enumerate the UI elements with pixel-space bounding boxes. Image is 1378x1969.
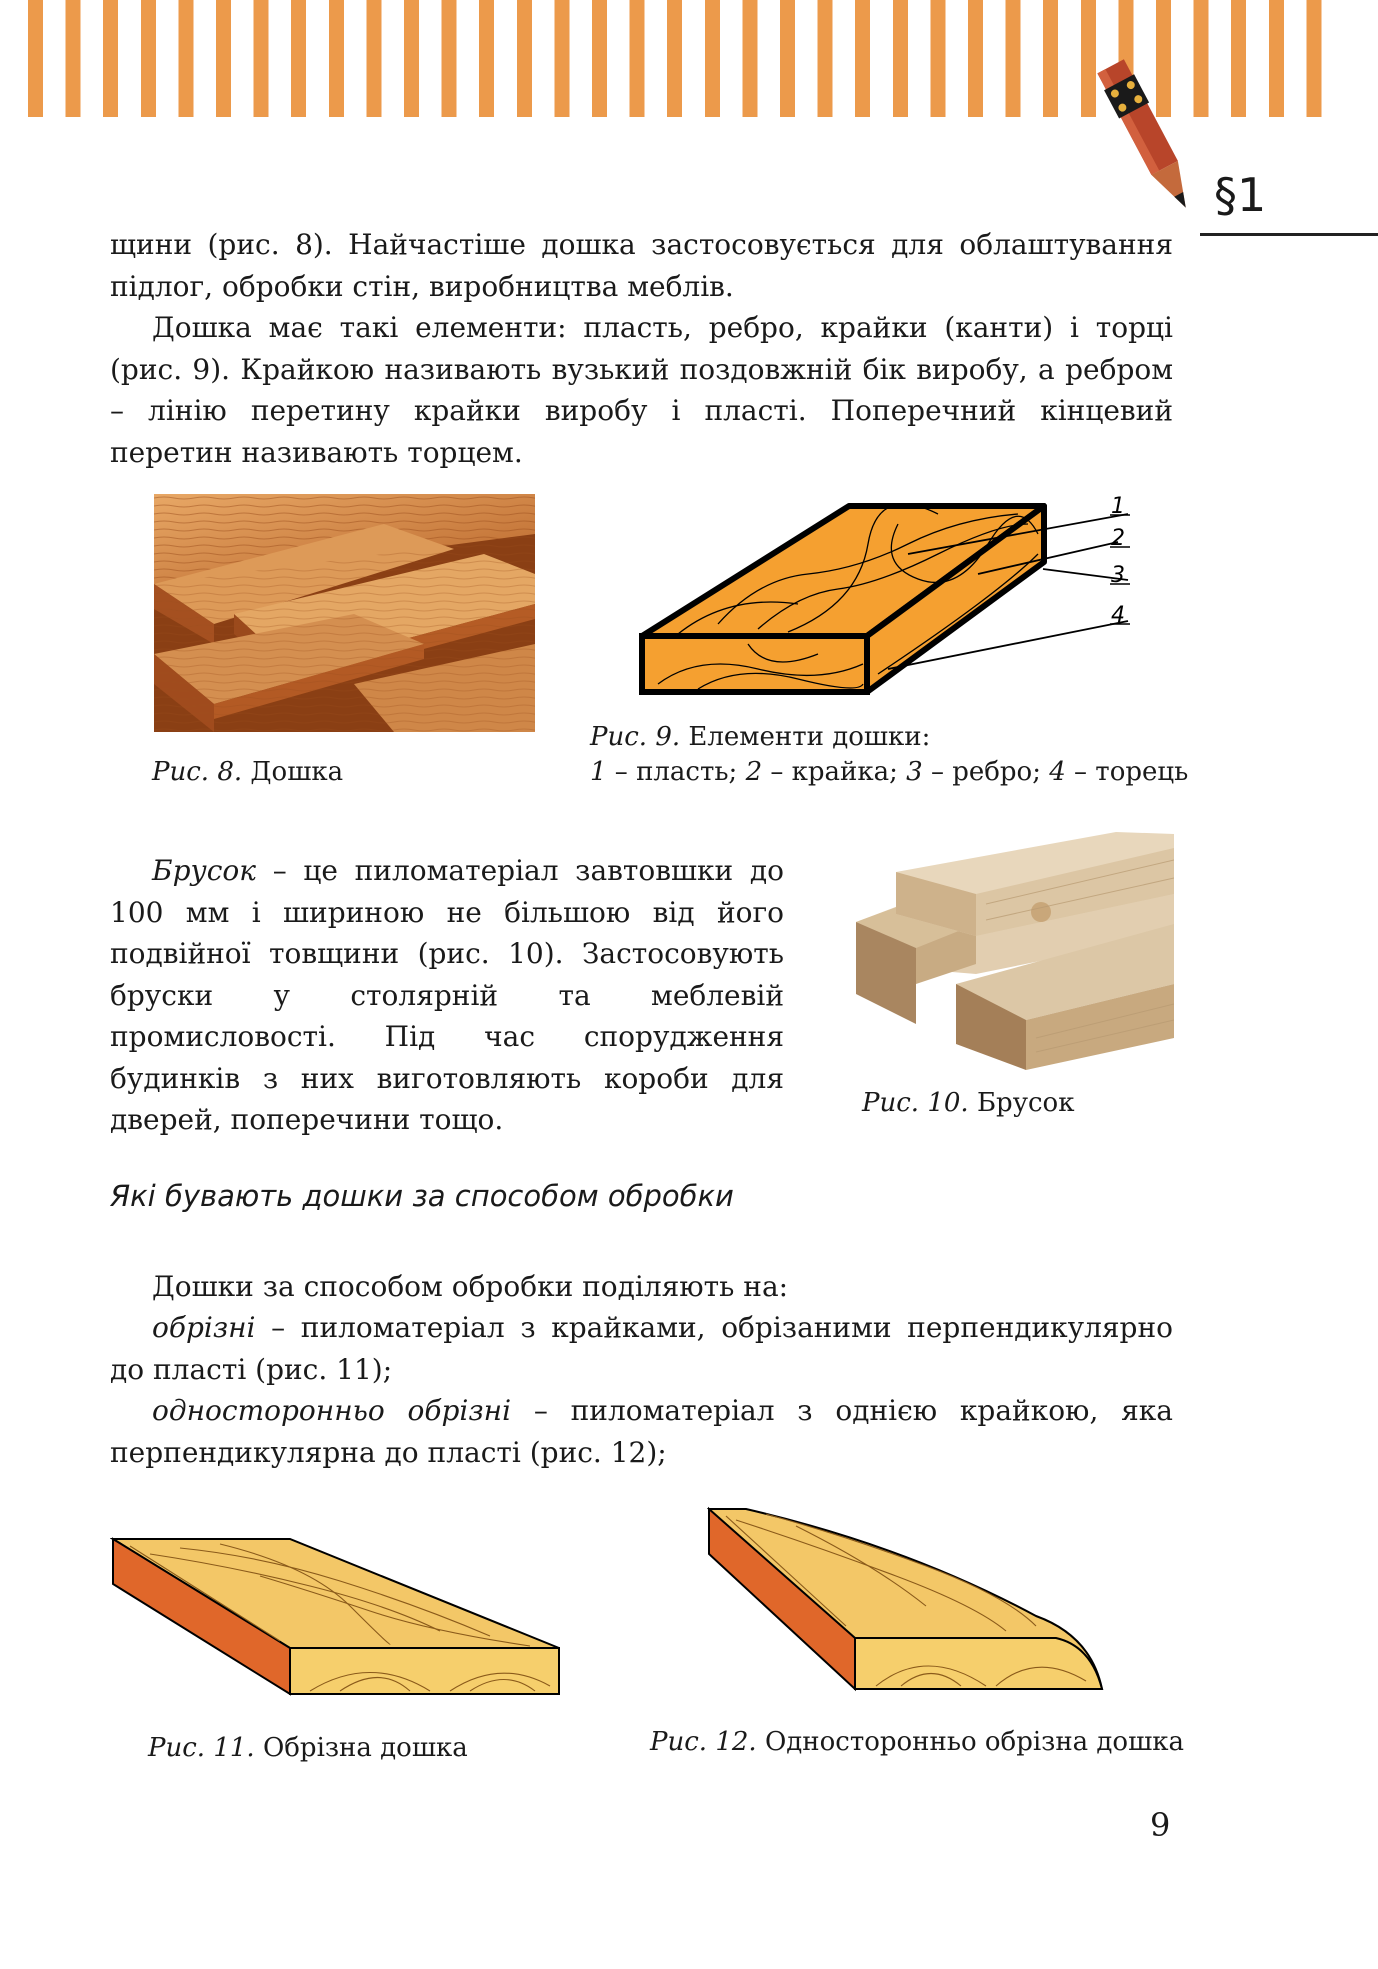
pencil-icon — [1095, 50, 1205, 240]
figure-12-one-side-edged-board — [706, 1506, 1106, 1692]
caption-figure-12: Рис. 12. Односторонньо обрізна дошка — [650, 1727, 1185, 1757]
label-3: 3 — [1111, 563, 1125, 588]
section-underline — [1200, 233, 1378, 236]
caption-figure-8: Рис. 8. Дошка — [152, 757, 344, 787]
paragraph-continuation: щини (рис. 8). Найчастіше дошка застосовується для облаштування підлог, обробки стін, виробництва меблів. — [110, 228, 1173, 303]
paragraph-brusok: Брусок – це пиломатеріал завтовшки до 100 мм і шириною не більшою від його подвійної товщини (рис. 10). Застосовують бруски у столярній та меблевій промисловості. Під час спорудження будинків з них виготовляють короби для дверей, поперечини тощо. — [110, 854, 784, 1136]
caption-figure-9: Рис. 9. Елементи дошки: — [590, 722, 931, 752]
caption-figure-11: Рис. 11. Обрізна дошка — [148, 1733, 468, 1763]
section-heading: Які бувають дошки за способом обробки — [110, 1179, 734, 1213]
figure-11-edged-board — [110, 1536, 562, 1698]
figure-9-board-diagram — [638, 484, 1138, 699]
figure-10-brusok-photo — [856, 824, 1174, 1078]
paragraph-board-elements: Дошка має такі елементи: пласть, ребро, крайки (канти) і торці (рис. 9). Крайкою називають вузький поздовжній бік виробу, а ребром – лінію перетину крайки виробу і пласті. Поперечний кінцевий перетин називають торцем. — [110, 311, 1173, 469]
page-number: 9 — [1150, 1806, 1171, 1844]
label-2: 2 — [1111, 526, 1125, 551]
label-1: 1 — [1111, 494, 1125, 519]
label-4: 4 — [1111, 603, 1125, 628]
paragraph-obrizni: обрізні – пиломатеріал з крайками, обрізаними перпендикулярно до пласті (рис. 11); — [110, 1311, 1173, 1386]
paragraph-odnostoronno-obrizni: односторонньо обрізні – пиломатеріал з однією крайкою, яка перпендикулярна до пласті (рис. 12); — [110, 1394, 1173, 1469]
figure-8-board-photo — [154, 494, 535, 732]
caption-figure-9-legend: 1 – пласть; 2 – крайка; 3 – ребро; 4 – торець — [590, 757, 1189, 787]
section-label: §1 — [1214, 168, 1267, 222]
caption-figure-10: Рис. 10. Брусок — [862, 1088, 1075, 1118]
paragraph-classification-intro: Дошки за способом обробки поділяють на: — [152, 1270, 789, 1303]
